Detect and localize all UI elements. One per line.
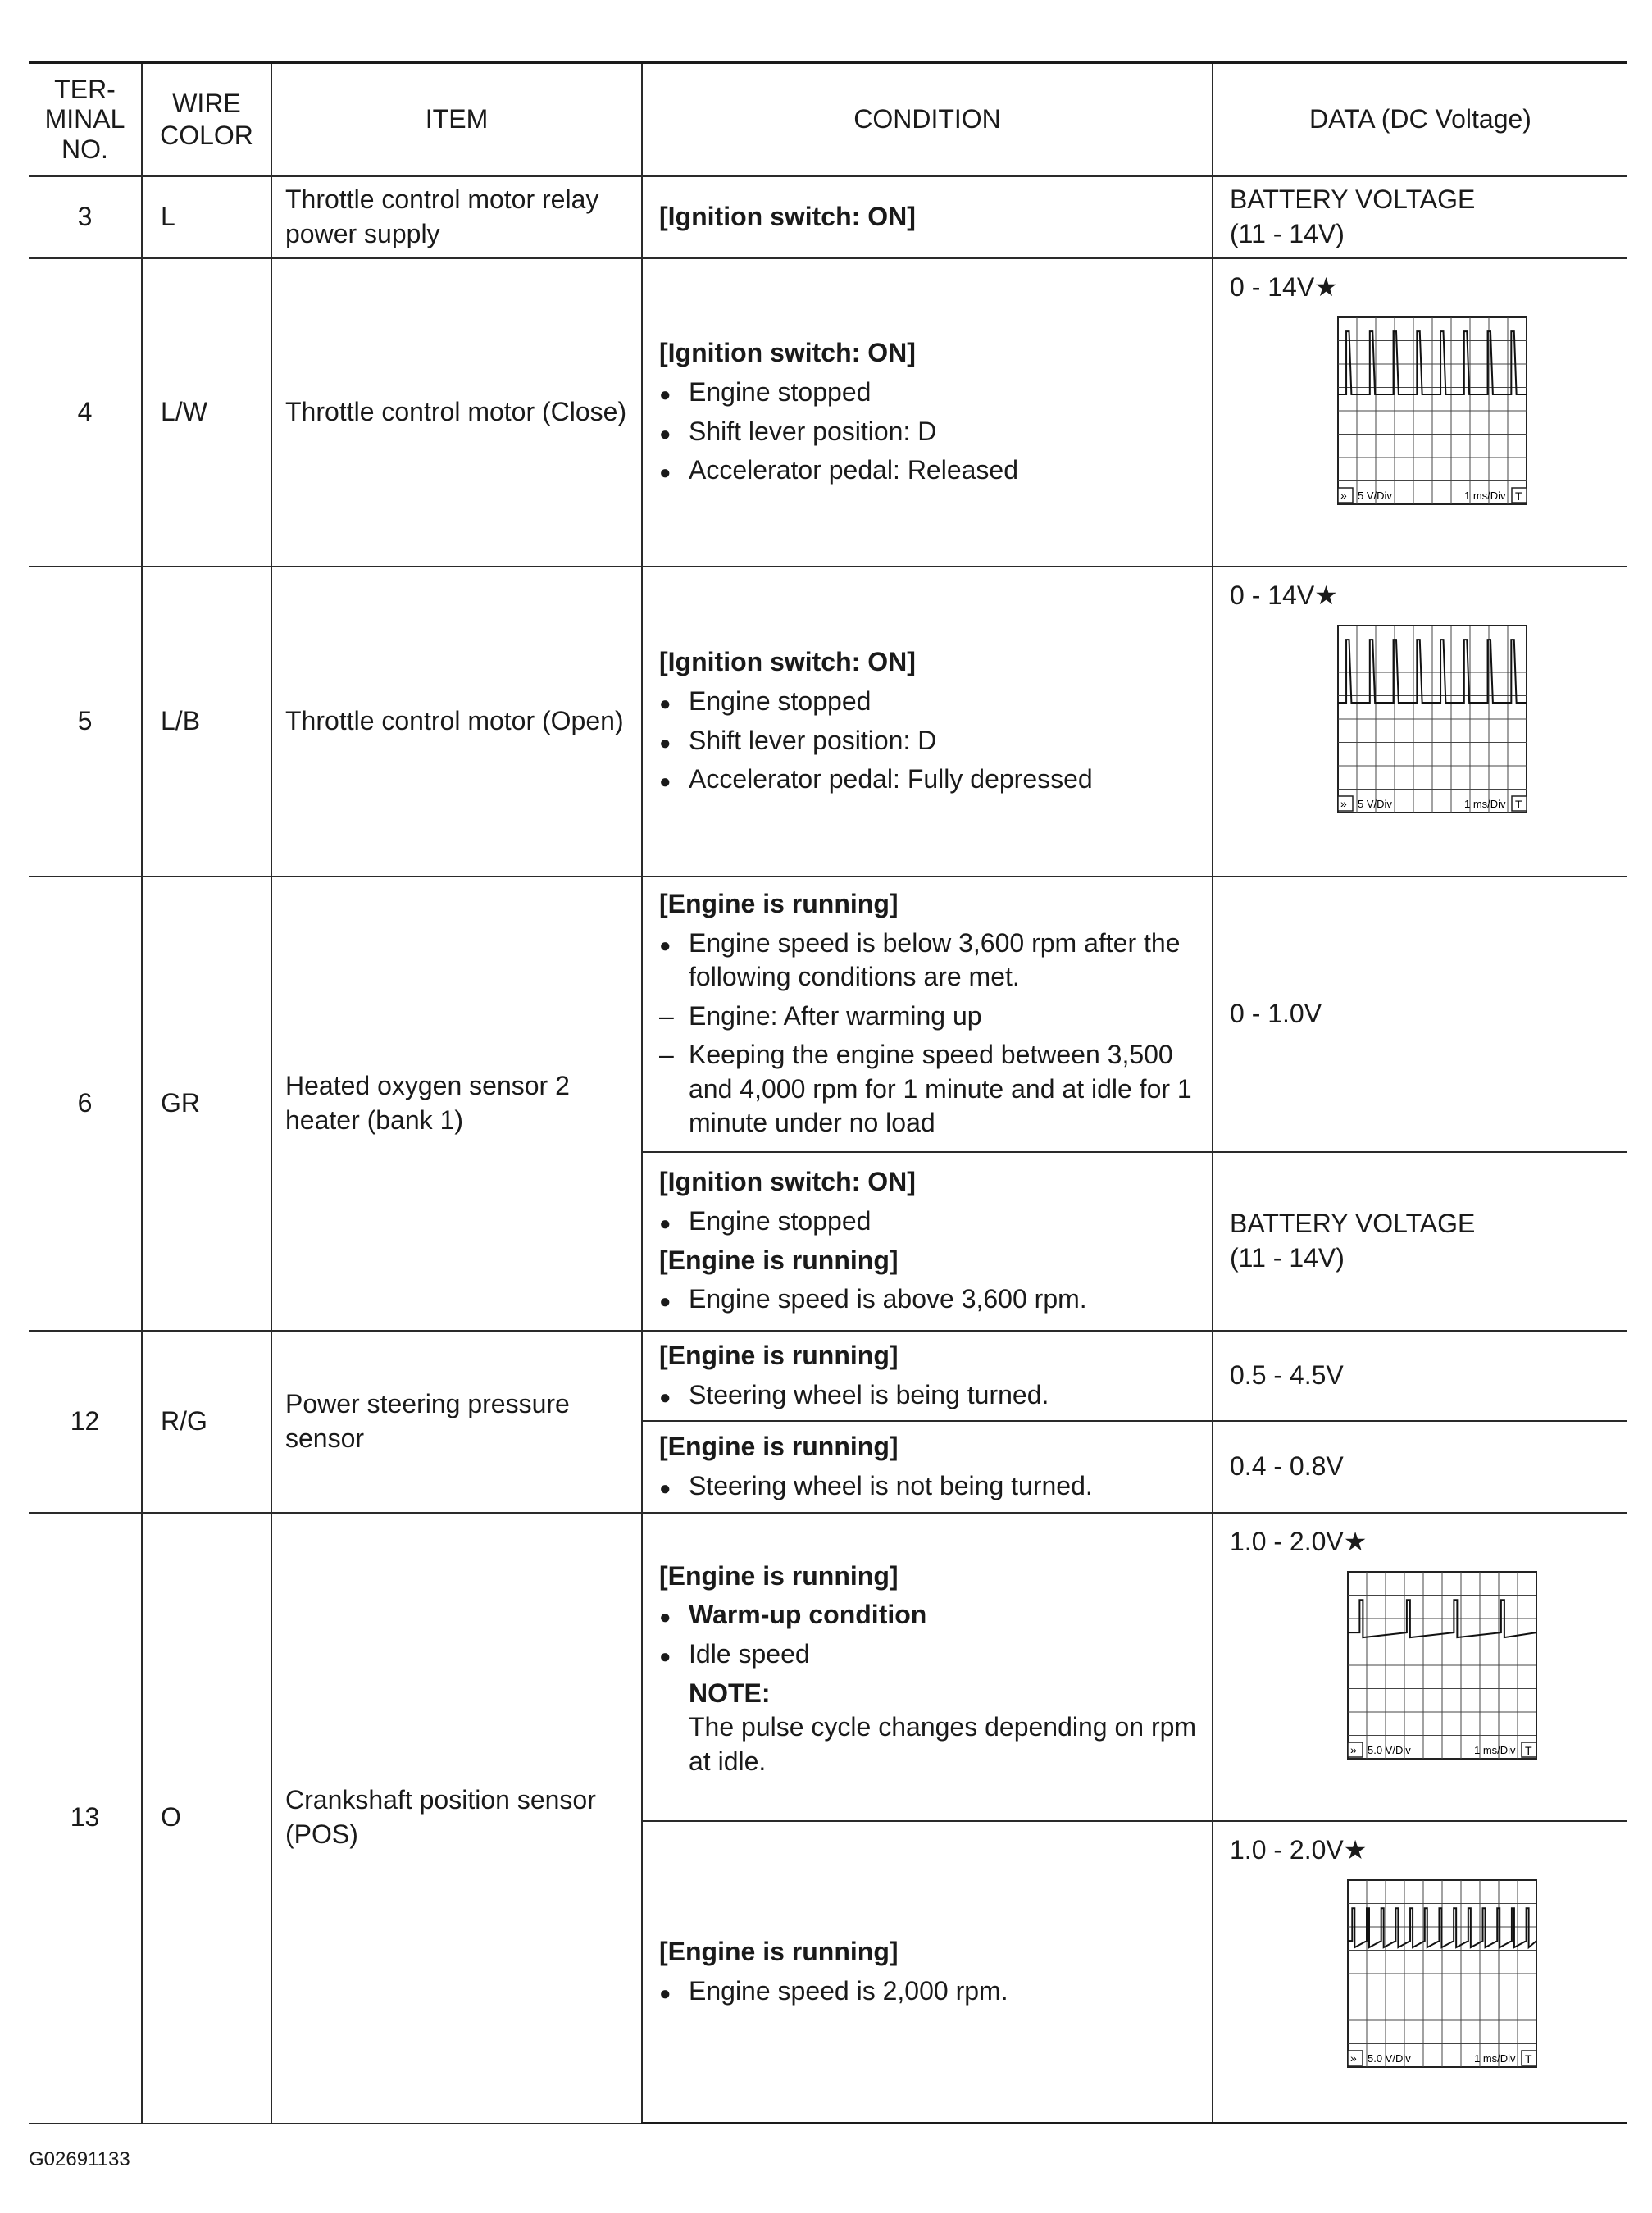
condition-header: [Engine is running]	[659, 1431, 899, 1461]
condition-cell	[642, 1421, 1213, 1513]
data-value: 0 - 14V★	[1230, 580, 1338, 610]
data-cell	[1213, 258, 1627, 567]
oscilloscope-waveform	[1230, 1867, 1627, 2121]
data-value: 1.0 - 2.0V★	[1230, 1526, 1368, 1556]
scope-volt-div: 5.0 V/Div	[1368, 1744, 1411, 1757]
terminal-no: 12	[29, 1331, 142, 1513]
figure-code: G02691133	[29, 2148, 130, 2170]
wire-color: O	[142, 1513, 271, 2124]
condition-cell	[642, 176, 1213, 258]
scope-time-div: 1 ms/Div	[1474, 2052, 1516, 2065]
terminal-no: 3	[29, 176, 142, 258]
condition-bullet: ● Engine speed is below 3,600 rpm after the following conditions are met.	[659, 927, 1204, 995]
table-row	[29, 567, 1627, 877]
oscilloscope-graphic	[1335, 622, 1531, 837]
data-value: 1.0 - 2.0V★	[1230, 1834, 1368, 1865]
wire-color: GR	[142, 877, 271, 1331]
condition-cell	[642, 877, 1213, 1152]
condition-header: [Engine is running]	[659, 1937, 899, 1967]
condition-bullet: ● Engine stopped	[659, 685, 1204, 719]
table-row	[29, 877, 1627, 1152]
condition-header: [Engine is running]	[659, 1340, 899, 1370]
terminal-no: 5	[29, 567, 142, 877]
scope-time-div: 1 ms/Div	[1474, 1744, 1516, 1757]
oscilloscope-waveform	[1230, 612, 1627, 867]
header-wire-color: WIRE COLOR	[142, 63, 271, 176]
condition-subitem: – Keeping the engine speed between 3,500 and 4,000 rpm for 1 minute and at idle for 1 minute under no load	[659, 1038, 1204, 1141]
condition-header: [Ignition switch: ON]	[659, 201, 916, 231]
item-text: Throttle control motor (Close)	[271, 258, 642, 567]
scope-time-div: 1 ms/Div	[1464, 490, 1506, 503]
scope-trigger-label: T	[1525, 2052, 1532, 2066]
data-value: BATTERY VOLTAGE (11 - 14V)	[1213, 176, 1627, 258]
header-item: ITEM	[271, 63, 642, 176]
oscilloscope-graphic	[1335, 314, 1531, 529]
scope-trigger-label: T	[1515, 798, 1522, 812]
scope-marker-left: »	[1340, 489, 1347, 503]
item-text: Throttle control motor (Open)	[271, 567, 642, 877]
header-data: DATA (DC Voltage)	[1213, 63, 1627, 176]
condition-bullet: ● Shift lever position: D	[659, 724, 1204, 758]
condition-cell	[642, 1152, 1213, 1331]
scope-marker-left: »	[1350, 1743, 1357, 1757]
data-cell	[1213, 1513, 1627, 1821]
condition-header: [Ignition switch: ON]	[659, 647, 916, 677]
condition-subitem: – Engine: After warming up	[659, 999, 1204, 1034]
data-value: 0.4 - 0.8V	[1213, 1421, 1627, 1513]
oscilloscope-waveform	[1230, 1559, 1627, 1813]
terminal-no: 13	[29, 1513, 142, 2124]
scope-volt-div: 5 V/Div	[1358, 798, 1392, 811]
condition-header: [Engine is running]	[659, 1245, 899, 1275]
terminal-no: 4	[29, 258, 142, 567]
condition-cell	[642, 1513, 1213, 1821]
oscilloscope-graphic	[1345, 1877, 1541, 2092]
terminal-data-table	[29, 61, 1627, 2124]
scope-time-div: 1 ms/Div	[1464, 798, 1506, 811]
wire-color: L/B	[142, 567, 271, 877]
condition-bullet: ● Idle speed	[659, 1637, 1204, 1672]
scope-marker-left: »	[1340, 797, 1347, 811]
condition-cell	[642, 258, 1213, 567]
condition-header: [Engine is running]	[659, 888, 899, 918]
header-condition: CONDITION	[642, 63, 1213, 176]
condition-bullet: ● Warm-up condition	[659, 1598, 1204, 1632]
condition-header: [Ignition switch: ON]	[659, 1167, 916, 1197]
condition-bullet: ● Steering wheel is not being turned.	[659, 1469, 1204, 1504]
table-row	[29, 1513, 1627, 1821]
wire-color: L/W	[142, 258, 271, 567]
data-value: 0 - 1.0V	[1213, 877, 1627, 1152]
item-text: Power steering pressure sensor	[271, 1331, 642, 1513]
wire-color: R/G	[142, 1331, 271, 1513]
condition-bullet: ● Accelerator pedal: Released	[659, 453, 1204, 488]
oscilloscope-graphic	[1345, 1569, 1541, 1783]
condition-bullet: ● Engine stopped	[659, 376, 1204, 410]
condition-bullet: ● Engine speed is above 3,600 rpm.	[659, 1282, 1204, 1317]
condition-bullet: ● Accelerator pedal: Fully depressed	[659, 763, 1204, 797]
condition-bullet: ● Shift lever position: D	[659, 415, 1204, 449]
condition-bullet: ● Engine stopped	[659, 1204, 1204, 1239]
table-header-row	[29, 63, 1627, 176]
scope-volt-div: 5.0 V/Div	[1368, 2052, 1411, 2065]
item-text: Heated oxygen sensor 2 heater (bank 1)	[271, 877, 642, 1331]
scope-trigger-label: T	[1515, 490, 1522, 503]
data-cell	[1213, 567, 1627, 877]
data-cell	[1213, 1821, 1627, 2124]
table-row	[29, 1331, 1627, 1421]
terminal-no: 6	[29, 877, 142, 1331]
condition-cell	[642, 1821, 1213, 2124]
data-value: BATTERY VOLTAGE (11 - 14V)	[1213, 1152, 1627, 1331]
condition-cell	[642, 1331, 1213, 1421]
scope-trigger-label: T	[1525, 1744, 1532, 1758]
scope-marker-left: »	[1350, 2051, 1357, 2065]
table-row	[29, 176, 1627, 258]
condition-cell	[642, 567, 1213, 877]
oscilloscope-waveform	[1230, 304, 1627, 558]
scope-volt-div: 5 V/Div	[1358, 490, 1392, 503]
note-text: The pulse cycle changes depending on rpm at idle.	[689, 1712, 1197, 1776]
table-row	[29, 258, 1627, 567]
condition-header: [Ignition switch: ON]	[659, 338, 916, 368]
condition-bullet: ● Engine speed is 2,000 rpm.	[659, 1974, 1204, 2009]
wire-color: L	[142, 176, 271, 258]
note-title: NOTE:	[689, 1678, 771, 1708]
data-value: 0.5 - 4.5V	[1213, 1331, 1627, 1421]
header-terminal: TER- MINAL NO.	[29, 63, 142, 176]
item-text: Throttle control motor relay power supply	[271, 176, 642, 258]
condition-bullet: ● Steering wheel is being turned.	[659, 1378, 1204, 1413]
condition-header: [Engine is running]	[659, 1560, 899, 1591]
data-value: 0 - 14V★	[1230, 271, 1338, 302]
item-text: Crankshaft position sensor (POS)	[271, 1513, 642, 2124]
